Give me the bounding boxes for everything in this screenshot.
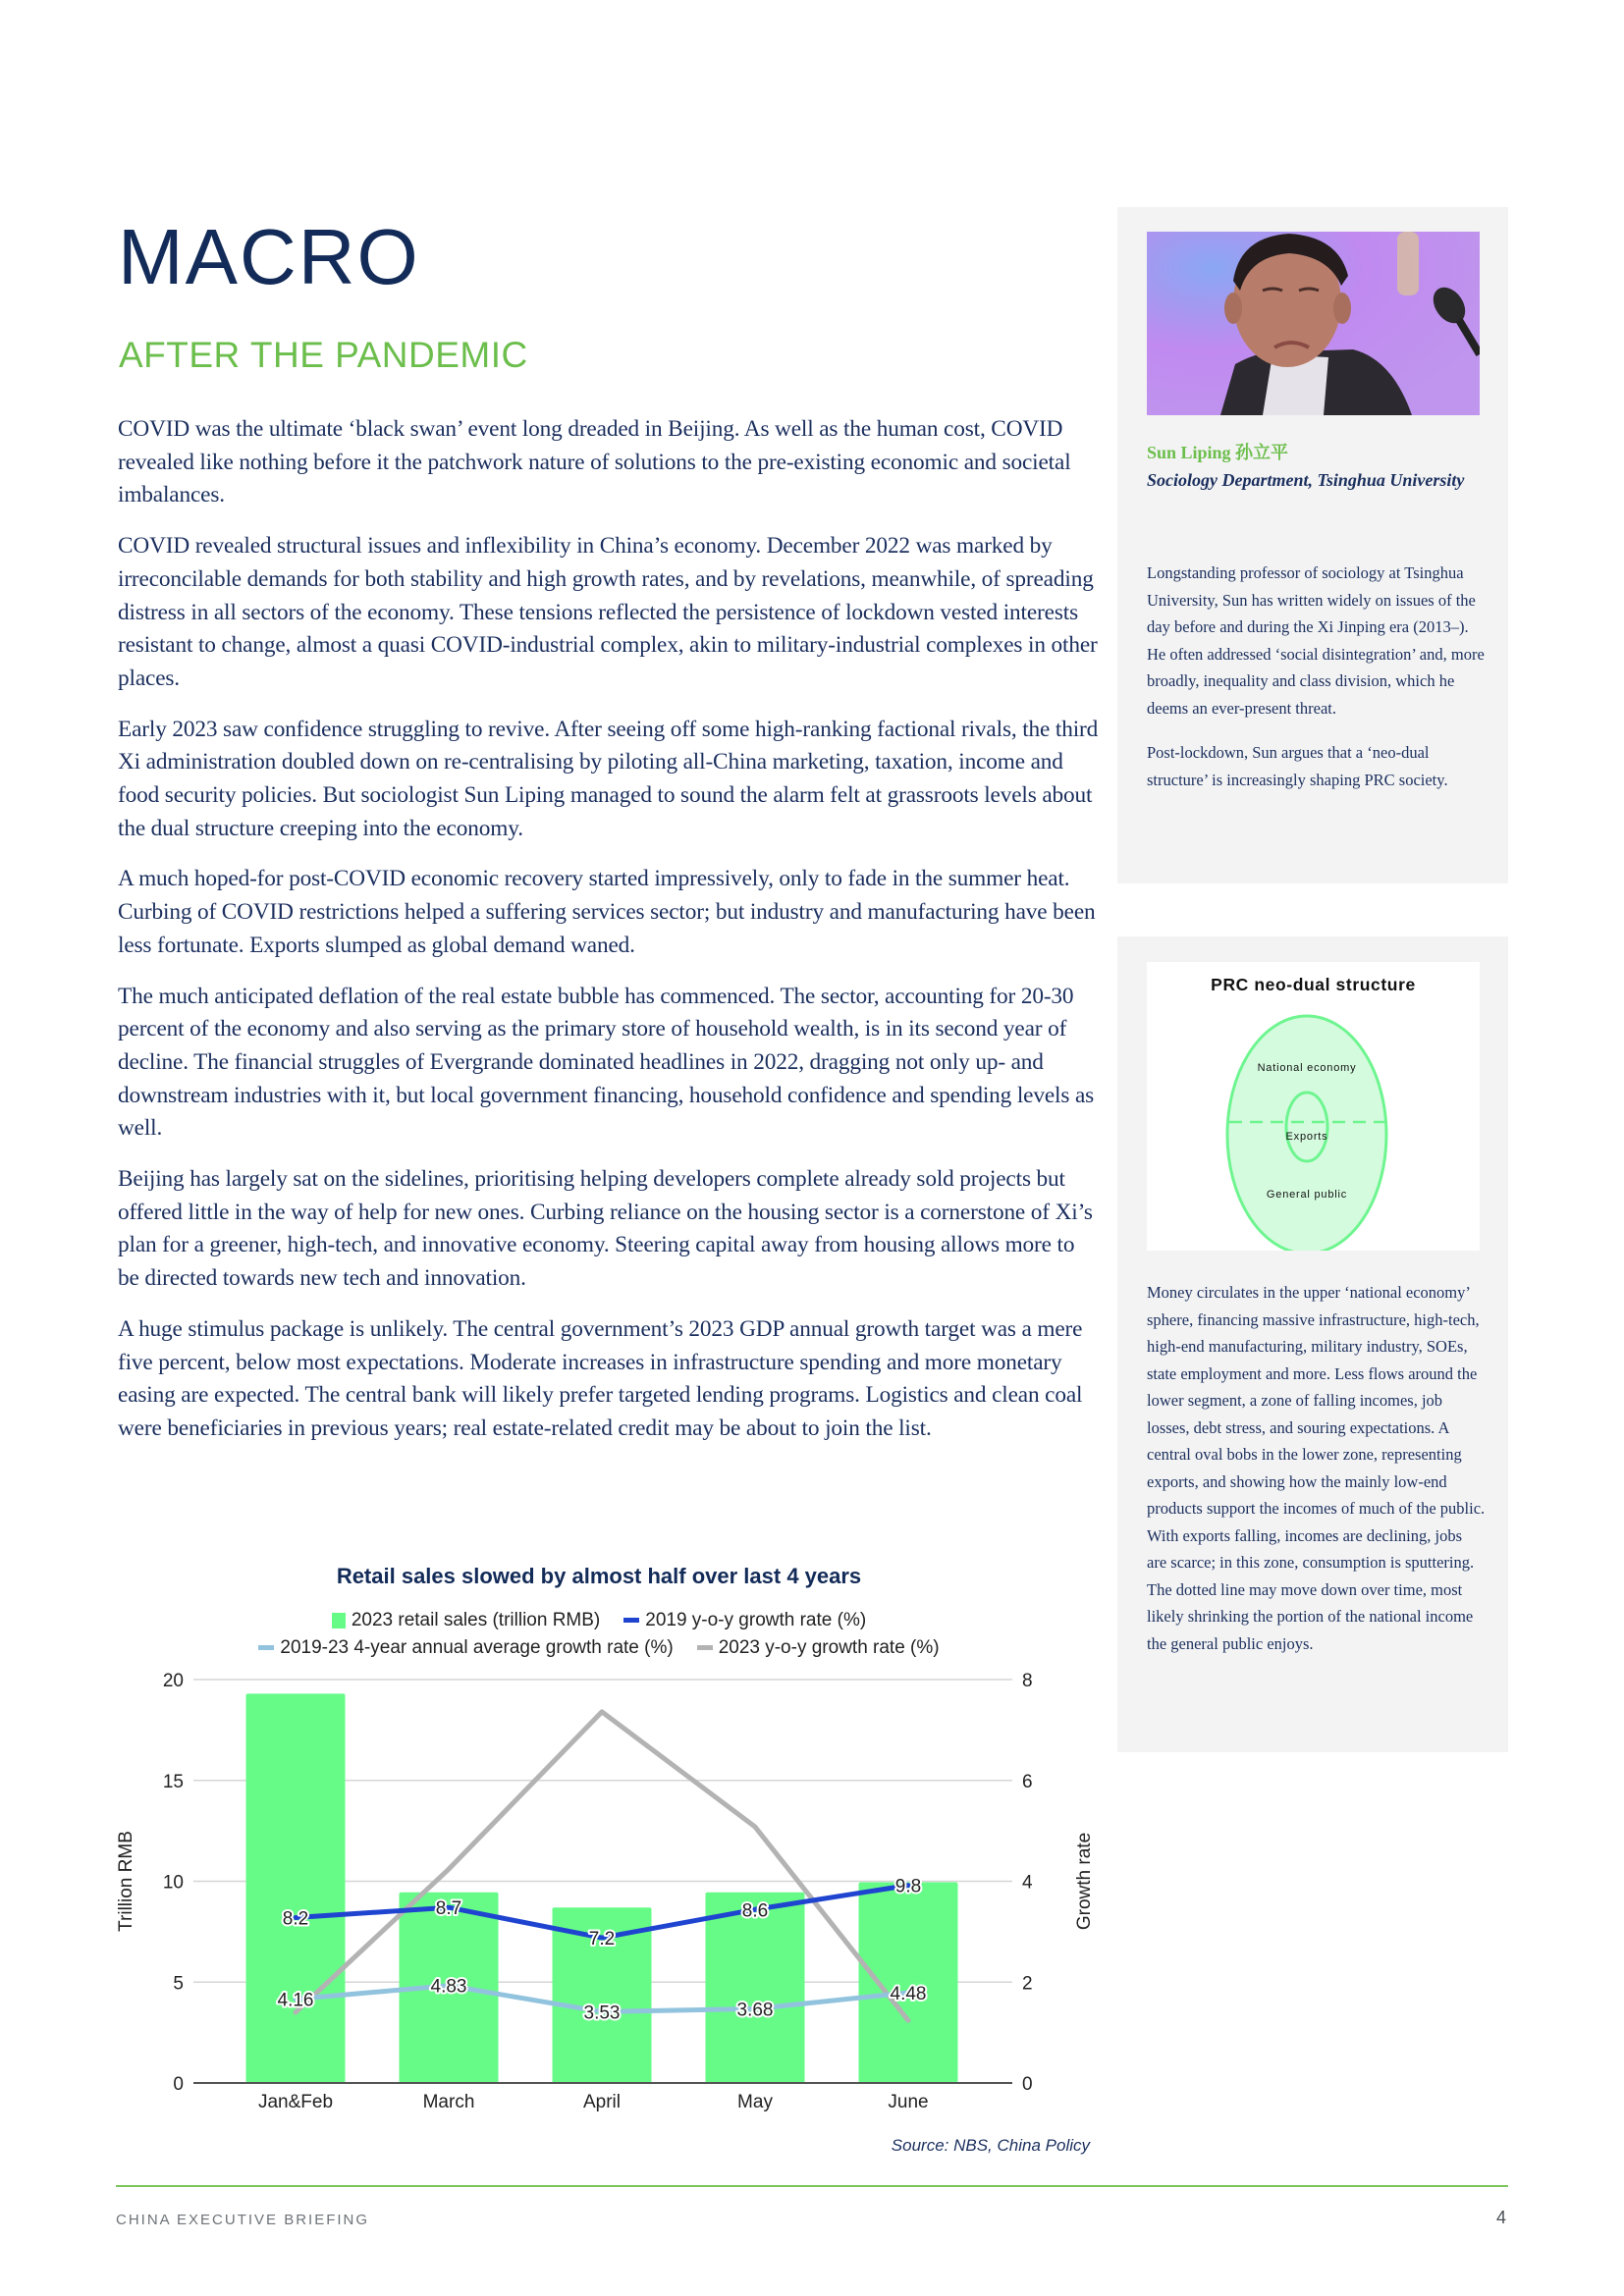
profile-sidebar (1117, 207, 1508, 883)
y-tick-label: 15 (162, 1771, 184, 1792)
y-axis-title: Trillion RMB (116, 1831, 136, 1932)
body-paragraph: COVID was the ultimate ‘black swan’ event long dreaded in Beijing. As well as the human cost, COVID revealed like nothing before it the patchwork nature of solutions to the pre-existing economic and societal imbalances. (118, 416, 1071, 508)
page-number: 4 (1496, 2208, 1507, 2227)
y2-axis-title: Growth rate (1074, 1832, 1095, 1931)
data-label: 9.8 (894, 1876, 922, 1897)
data-label: 3.53 (583, 2002, 621, 2024)
body-paragraph: A much hoped-for post-COVID economic recovery started impressively, only to fade in the summer heat. Curbing of COVID restrictions helped a suffering services sector; but industry and manufacturing have been less fortunate. Exports slumped as global demand waned. (118, 866, 1096, 958)
legend-item (332, 1610, 600, 1631)
y-tick-label: 20 (162, 1671, 184, 1691)
diagram-title: PRC neo-dual structure (1211, 975, 1416, 994)
data-label: 7.2 (588, 1929, 616, 1950)
data-label: 8.2 (282, 1908, 309, 1930)
data-label: 8.7 (435, 1898, 462, 1920)
chart-title: Retail sales slowed by almost half over last 4 years (336, 1564, 862, 1588)
body-paragraph: COVID revealed structural issues and inflexibility in China’s economy. December 2022 was marked by irreconcilable demands for both stability and high growth rates, and by revelations, meanwhile, of spreading distress in all sectors of the economy. These tensions reflected the persistence of lockdown vested interests resistant to change, almost a quasi COVID-industrial complex, akin to military-industrial complexes in other places. (118, 533, 1098, 691)
y-tick-label: 10 (162, 1872, 184, 1894)
data-label: 8.6 (741, 1900, 769, 1922)
legend-swatch (697, 1645, 713, 1650)
chart-source: Source: NBS, China Policy (891, 2136, 1090, 2155)
footer-divider (116, 2185, 1508, 2187)
data-label: 3.68 (736, 2000, 774, 2021)
x-tick-label: May (737, 2092, 773, 2112)
legend-label: 2019 y-o-y growth rate (%) (645, 1610, 867, 1630)
x-tick-label: June (888, 2092, 929, 2112)
x-tick-label: April (582, 2092, 622, 2112)
label-general-public: General public (1266, 1189, 1348, 1201)
profile-name: Sun Liping 孙立平 (1147, 443, 1289, 462)
x-tick-label: Jan&Feb (257, 2092, 334, 2112)
article-body (118, 413, 1100, 1464)
legend-swatch (258, 1645, 274, 1650)
neo-dual-structure-diagram (1147, 962, 1480, 1251)
bio-paragraph: Longstanding professor of sociology at Tsinghua University, Sun has written widely on issues of the day before and during the Xi Jinping era (2013–). He often addressed ‘social disintegration’ and, more broadly, inequality and class division, which he deems an ever-present threat. (1147, 563, 1485, 718)
legend-label: 2023 y-o-y growth rate (%) (718, 1637, 940, 1658)
body-paragraph: Beijing has largely sat on the sidelines, prioritising helping developers complete already sold projects but offered little in the way of help for new ones. Curbing reliance on the housing sector is a cornerstone of Xi’s plan for a greener, high-tech, and innovative economy. Steering capital away from housing allows more to be directed towards new tech and innovation. (118, 1166, 1093, 1292)
y2-tick-label: 8 (1022, 1671, 1033, 1691)
diagram-caption: Money circulates in the upper ‘national economy’ sphere, financing massive infrastructure, high-tech, high-end manufacturing, military industry, SOEs, state employment and more. Less flows around the lower segment, a zone of falling incomes, job losses, debt stress, and souring expectations. A central oval bobs in the lower zone, representing exports, and showing how the mainly low-end products support the incomes of much of the public. With exports falling, incomes are declining, jobs are scarce; in this zone, consumption is sputtering. The dotted line may move down over time, most likely shrinking the portion of the national income the general public enjoys. (1147, 1283, 1486, 1653)
chart-legend-row (98, 1637, 1100, 1659)
retail-sales-chart (98, 1551, 1119, 2179)
legend-label: 2019-23 4-year annual average growth rate (%) (280, 1637, 674, 1658)
section-subtitle: AFTER THE PANDEMIC (119, 335, 528, 375)
profile-bio (1147, 560, 1486, 811)
bio-paragraph: Post-lockdown, Sun argues that a ‘neo-dual structure’ is increasingly shaping PRC society. (1147, 743, 1448, 789)
data-label: 4.83 (430, 1976, 467, 1998)
legend-swatch (332, 1613, 346, 1629)
footer-publication: CHINA EXECUTIVE BRIEFING (116, 2212, 370, 2228)
y-tick-label: 5 (173, 1973, 184, 1995)
page-title: MACRO (118, 213, 420, 300)
y2-tick-label: 4 (1022, 1872, 1033, 1894)
y-tick-label: 0 (173, 2074, 184, 2095)
legend-item (623, 1610, 866, 1631)
label-exports: Exports (1285, 1131, 1328, 1143)
data-label: 4.16 (277, 1990, 314, 2011)
y2-tick-label: 6 (1022, 1771, 1033, 1792)
y2-tick-label: 2 (1022, 1973, 1033, 1995)
body-paragraph: Early 2023 saw confidence struggling to revive. After seeing off some high-ranking factional rivals, the third Xi administration doubled down on re-centralising by piloting all-China marketing, taxation, income and food security policies. But sociologist Sun Liping managed to sound the alarm felt at grassroots levels about the dual structure creeping into the economy. (118, 716, 1099, 841)
body-paragraph: A huge stimulus package is unlikely. The central government’s 2023 GDP annual growth target was a mere five percent, below most expectations. Moderate increases in infrastructure spending and more monetary easing are expected. The central bank will likely prefer targeted lending programs. Logistics and clean coal were beneficiaries in previous years; real estate-related credit may be about to join the list. (118, 1315, 1083, 1441)
legend-label: 2023 retail sales (trillion RMB) (351, 1610, 601, 1630)
oval-diagram (1147, 962, 1480, 1251)
portrait-illustration (1147, 232, 1480, 415)
diagram-sidebar (1117, 936, 1508, 1752)
chart-legend-row (98, 1610, 1100, 1631)
label-national-economy: National economy (1257, 1062, 1357, 1074)
legend-item (258, 1637, 673, 1659)
profile-affiliation: Sociology Department, Tsinghua University (1147, 470, 1465, 490)
body-paragraph: The much anticipated deflation of the real estate bubble has commenced. The sector, accounting for 20-30 percent of the economy and also serving as the primary store of household wealth, is in its second year of decline. The financial struggles of Evergrande dominated headlines in 2022, dragging not only up- and downstream industries with it, but local government financing, household confidence and spending levels as well. (118, 983, 1095, 1142)
data-label: 4.48 (890, 1983, 927, 2004)
bar (859, 1883, 958, 2083)
bar (246, 1693, 346, 2083)
x-tick-label: March (422, 2092, 475, 2112)
legend-swatch (623, 1618, 639, 1623)
profile-photo (1147, 232, 1480, 415)
y2-tick-label: 0 (1022, 2074, 1033, 2095)
legend-item (697, 1637, 940, 1659)
